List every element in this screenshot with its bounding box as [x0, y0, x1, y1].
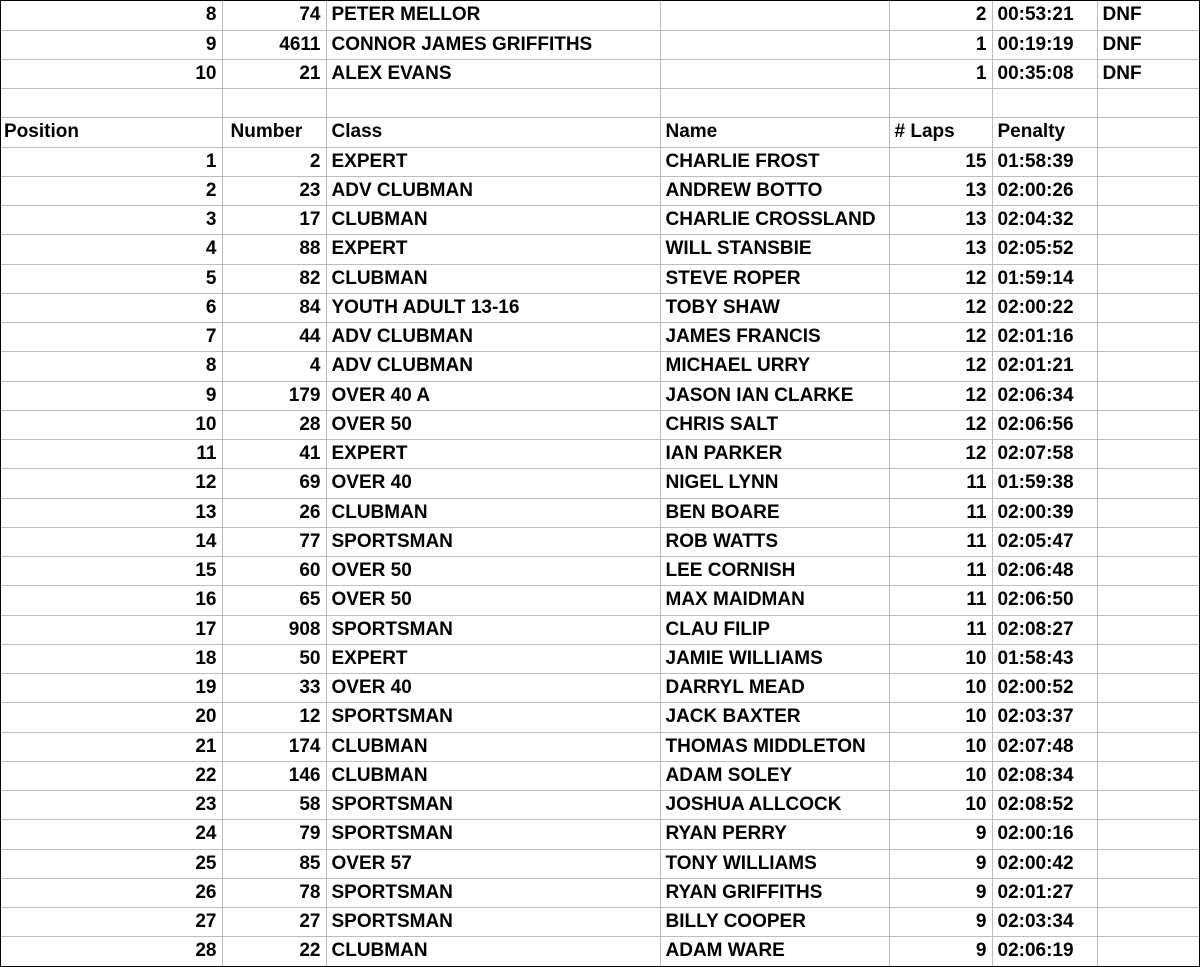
cell-number[interactable]: 26 — [222, 498, 326, 527]
cell-position[interactable]: 15 — [1, 557, 222, 586]
cell-penalty[interactable]: 02:05:47 — [992, 527, 1097, 556]
cell-position[interactable]: 1 — [1, 147, 222, 176]
cell-class[interactable]: EXPERT — [326, 235, 660, 264]
table-row — [1, 440, 1199, 469]
cell-position[interactable]: 4 — [1, 235, 222, 264]
table-row — [1, 644, 1199, 673]
cell-laps[interactable]: 13 — [889, 206, 992, 235]
cell-name[interactable]: CHARLIE CROSSLAND — [660, 206, 889, 235]
cell-penalty[interactable]: 02:00:52 — [992, 674, 1097, 703]
cell-name[interactable]: ANDREW BOTTO — [660, 176, 889, 205]
empty-cell[interactable] — [1097, 937, 1199, 966]
cell-name[interactable]: MICHAEL URRY — [660, 352, 889, 381]
cell-name[interactable] — [660, 59, 889, 88]
cell-laps[interactable]: 11 — [889, 527, 992, 556]
cell-class[interactable]: CLUBMAN — [326, 498, 660, 527]
cell-number[interactable]: 908 — [222, 615, 326, 644]
empty-cell[interactable] — [1097, 440, 1199, 469]
cell-penalty[interactable]: 02:01:21 — [992, 352, 1097, 381]
cell-name[interactable]: THOMAS MIDDLETON — [660, 732, 889, 761]
table-row — [1, 908, 1199, 937]
cell-class[interactable]: SPORTSMAN — [326, 908, 660, 937]
cell-name[interactable]: CLAU FILIP — [660, 615, 889, 644]
cell-name[interactable]: TONY WILLIAMS — [660, 849, 889, 878]
cell-position[interactable]: 28 — [1, 937, 222, 966]
cell-extra[interactable]: DNF — [1097, 30, 1199, 59]
table-row — [1, 820, 1199, 849]
table-row — [1, 557, 1199, 586]
empty-cell[interactable] — [1097, 703, 1199, 732]
cell-class[interactable]: SPORTSMAN — [326, 703, 660, 732]
cell-name[interactable] — [660, 1, 889, 30]
cell-laps[interactable]: 10 — [889, 703, 992, 732]
cell-extra[interactable]: DNF — [1097, 1, 1199, 30]
cell-name[interactable]: NIGEL LYNN — [660, 469, 889, 498]
table-row — [1, 381, 1199, 410]
cell-class[interactable]: ALEX EVANS — [326, 59, 660, 88]
cell-class[interactable]: YOUTH ADULT 13-16 — [326, 293, 660, 322]
header-class[interactable]: Class — [326, 118, 660, 147]
cell-laps[interactable]: 11 — [889, 586, 992, 615]
cell-number[interactable]: 65 — [222, 586, 326, 615]
cell-class[interactable]: ADV CLUBMAN — [326, 323, 660, 352]
cell-number[interactable]: 4 — [222, 352, 326, 381]
cell-class[interactable]: CLUBMAN — [326, 761, 660, 790]
table-row — [1, 293, 1199, 322]
cell-penalty[interactable]: 00:53:21 — [992, 1, 1097, 30]
cell-name[interactable]: BEN BOARE — [660, 498, 889, 527]
cell-number[interactable]: 77 — [222, 527, 326, 556]
cell-penalty[interactable]: 00:19:19 — [992, 30, 1097, 59]
cell-name[interactable]: WILL STANSBIE — [660, 235, 889, 264]
header-name[interactable]: Name — [660, 118, 889, 147]
cell-name[interactable]: JAMES FRANCIS — [660, 323, 889, 352]
cell-name[interactable]: CHRIS SALT — [660, 410, 889, 439]
table-row — [1, 235, 1199, 264]
cell-penalty[interactable]: 02:03:37 — [992, 703, 1097, 732]
cell-penalty[interactable]: 01:58:43 — [992, 644, 1097, 673]
cell-penalty[interactable]: 00:35:08 — [992, 59, 1097, 88]
cell-penalty[interactable]: 01:59:38 — [992, 469, 1097, 498]
empty-cell[interactable] — [1097, 586, 1199, 615]
empty-cell[interactable] — [1097, 381, 1199, 410]
cell-number[interactable]: 58 — [222, 791, 326, 820]
cell-position[interactable]: 19 — [1, 674, 222, 703]
cell-position[interactable]: 25 — [1, 849, 222, 878]
cell-penalty[interactable]: 02:00:39 — [992, 498, 1097, 527]
cell-class[interactable]: EXPERT — [326, 440, 660, 469]
cell-class[interactable]: OVER 40 A — [326, 381, 660, 410]
cell-number[interactable]: 179 — [222, 381, 326, 410]
cell-position[interactable]: 14 — [1, 527, 222, 556]
cell-position[interactable]: 10 — [1, 59, 222, 88]
cell-number[interactable]: 17 — [222, 206, 326, 235]
table-row — [1, 498, 1199, 527]
cell-laps[interactable]: 13 — [889, 176, 992, 205]
cell-laps[interactable]: 9 — [889, 820, 992, 849]
cell-number[interactable]: 33 — [222, 674, 326, 703]
cell-position[interactable]: 27 — [1, 908, 222, 937]
table-row — [1, 761, 1199, 790]
cell-penalty[interactable]: 02:06:34 — [992, 381, 1097, 410]
cell-name[interactable]: IAN PARKER — [660, 440, 889, 469]
cell-name[interactable]: TOBY SHAW — [660, 293, 889, 322]
cell-laps[interactable]: 10 — [889, 644, 992, 673]
empty-cell[interactable] — [1097, 527, 1199, 556]
cell-number[interactable]: 12 — [222, 703, 326, 732]
cell-penalty[interactable]: 02:06:48 — [992, 557, 1097, 586]
cell-position[interactable]: 9 — [1, 381, 222, 410]
cell-class[interactable]: SPORTSMAN — [326, 615, 660, 644]
cell-number[interactable]: 23 — [222, 176, 326, 205]
cell-name[interactable]: BILLY COOPER — [660, 908, 889, 937]
table-row — [1, 147, 1199, 176]
table-row — [1, 206, 1199, 235]
cell-number[interactable]: 60 — [222, 557, 326, 586]
cell-laps[interactable]: 11 — [889, 469, 992, 498]
empty-cell[interactable] — [1097, 820, 1199, 849]
cell-name[interactable]: ADAM SOLEY — [660, 761, 889, 790]
cell-penalty[interactable]: 02:07:48 — [992, 732, 1097, 761]
cell-name[interactable]: ADAM WARE — [660, 937, 889, 966]
cell-position[interactable]: 23 — [1, 791, 222, 820]
cell-position[interactable]: 6 — [1, 293, 222, 322]
cell-penalty[interactable]: 02:01:16 — [992, 323, 1097, 352]
cell-penalty[interactable]: 02:04:32 — [992, 206, 1097, 235]
header-position[interactable]: Position — [1, 118, 222, 147]
cell-extra[interactable]: DNF — [1097, 59, 1199, 88]
cell-class[interactable]: CONNOR JAMES GRIFFITHS — [326, 30, 660, 59]
empty-cell[interactable] — [1097, 235, 1199, 264]
cell-class[interactable]: OVER 50 — [326, 586, 660, 615]
cell-class[interactable]: SPORTSMAN — [326, 527, 660, 556]
table-row — [1, 703, 1199, 732]
cell-penalty[interactable]: 02:00:16 — [992, 820, 1097, 849]
table-row — [1, 937, 1199, 966]
cell-name[interactable]: STEVE ROPER — [660, 264, 889, 293]
cell-class[interactable]: SPORTSMAN — [326, 878, 660, 907]
cell-laps[interactable]: 12 — [889, 410, 992, 439]
table-row — [1, 352, 1199, 381]
cell-number[interactable]: 2 — [222, 147, 326, 176]
table-row — [1, 878, 1199, 907]
cell-class[interactable]: SPORTSMAN — [326, 791, 660, 820]
cell-class[interactable]: ADV CLUBMAN — [326, 352, 660, 381]
header-row — [1, 118, 1199, 147]
cell-penalty[interactable]: 02:00:26 — [992, 176, 1097, 205]
cell-number[interactable]: 78 — [222, 878, 326, 907]
table-row — [1, 264, 1199, 293]
cell-position[interactable]: 11 — [1, 440, 222, 469]
cell-penalty[interactable]: 02:06:56 — [992, 410, 1097, 439]
cell-name[interactable]: JOSHUA ALLCOCK — [660, 791, 889, 820]
cell-position[interactable]: 5 — [1, 264, 222, 293]
cell-number[interactable]: 84 — [222, 293, 326, 322]
table-row — [1, 615, 1199, 644]
cell-number[interactable]: 28 — [222, 410, 326, 439]
empty-cell[interactable] — [660, 89, 889, 118]
empty-cell[interactable] — [1097, 674, 1199, 703]
cell-laps[interactable]: 10 — [889, 761, 992, 790]
cell-position[interactable]: 17 — [1, 615, 222, 644]
cell-number[interactable]: 74 — [222, 1, 326, 30]
cell-laps[interactable]: 11 — [889, 557, 992, 586]
empty-cell[interactable] — [1097, 264, 1199, 293]
cell-name[interactable]: DARRYL MEAD — [660, 674, 889, 703]
cell-laps[interactable]: 10 — [889, 674, 992, 703]
cell-penalty[interactable]: 02:08:52 — [992, 791, 1097, 820]
empty-cell[interactable] — [1097, 118, 1199, 147]
cell-name[interactable]: JACK BAXTER — [660, 703, 889, 732]
cell-penalty[interactable]: 02:05:52 — [992, 235, 1097, 264]
cell-laps[interactable]: 12 — [889, 381, 992, 410]
cell-class[interactable]: OVER 40 — [326, 469, 660, 498]
cell-name[interactable]: JAMIE WILLIAMS — [660, 644, 889, 673]
cell-position[interactable]: 8 — [1, 1, 222, 30]
cell-laps[interactable]: 13 — [889, 235, 992, 264]
empty-cell[interactable] — [1097, 498, 1199, 527]
cell-laps[interactable]: 12 — [889, 440, 992, 469]
cell-number[interactable]: 41 — [222, 440, 326, 469]
cell-laps[interactable]: 1 — [889, 30, 992, 59]
empty-cell[interactable] — [1097, 644, 1199, 673]
empty-cell[interactable] — [1097, 147, 1199, 176]
empty-cell[interactable] — [1097, 908, 1199, 937]
cell-penalty[interactable]: 01:59:14 — [992, 264, 1097, 293]
cell-class[interactable]: OVER 40 — [326, 674, 660, 703]
cell-name[interactable]: JASON IAN CLARKE — [660, 381, 889, 410]
empty-cell[interactable] — [1097, 557, 1199, 586]
cell-penalty[interactable]: 02:03:34 — [992, 908, 1097, 937]
results-table-body — [1, 1, 1199, 966]
header-laps[interactable]: # Laps — [889, 118, 992, 147]
cell-name[interactable] — [660, 30, 889, 59]
cell-laps[interactable]: 12 — [889, 323, 992, 352]
table-row — [1, 674, 1199, 703]
cell-laps[interactable]: 9 — [889, 908, 992, 937]
empty-cell[interactable] — [1097, 849, 1199, 878]
table-row — [1, 1, 1199, 30]
cell-name[interactable]: LEE CORNISH — [660, 557, 889, 586]
cell-number[interactable]: 22 — [222, 937, 326, 966]
table-row — [1, 323, 1199, 352]
cell-laps[interactable]: 11 — [889, 498, 992, 527]
cell-position[interactable]: 13 — [1, 498, 222, 527]
cell-position[interactable]: 10 — [1, 410, 222, 439]
table-row — [1, 59, 1199, 88]
cell-name[interactable]: RYAN GRIFFITHS — [660, 878, 889, 907]
cell-name[interactable]: ROB WATTS — [660, 527, 889, 556]
cell-number[interactable]: 174 — [222, 732, 326, 761]
cell-laps[interactable]: 11 — [889, 615, 992, 644]
empty-cell[interactable] — [1097, 615, 1199, 644]
cell-position[interactable]: 2 — [1, 176, 222, 205]
cell-class[interactable]: ADV CLUBMAN — [326, 176, 660, 205]
results-table — [1, 1, 1199, 967]
empty-cell[interactable] — [1097, 206, 1199, 235]
cell-class[interactable]: OVER 57 — [326, 849, 660, 878]
empty-cell[interactable] — [1097, 352, 1199, 381]
cell-position[interactable]: 9 — [1, 30, 222, 59]
table-row — [1, 849, 1199, 878]
cell-position[interactable]: 12 — [1, 469, 222, 498]
cell-name[interactable]: RYAN PERRY — [660, 820, 889, 849]
table-row — [1, 527, 1199, 556]
empty-cell[interactable] — [1097, 761, 1199, 790]
cell-position[interactable]: 18 — [1, 644, 222, 673]
cell-class[interactable]: CLUBMAN — [326, 264, 660, 293]
cell-laps[interactable]: 10 — [889, 791, 992, 820]
cell-position[interactable]: 21 — [1, 732, 222, 761]
empty-cell[interactable] — [1, 89, 222, 118]
empty-cell[interactable] — [1097, 323, 1199, 352]
cell-penalty[interactable]: 02:06:50 — [992, 586, 1097, 615]
cell-class[interactable]: EXPERT — [326, 644, 660, 673]
cell-position[interactable]: 22 — [1, 761, 222, 790]
table-row — [1, 410, 1199, 439]
empty-cell[interactable] — [1097, 732, 1199, 761]
cell-class[interactable]: OVER 50 — [326, 557, 660, 586]
cell-laps[interactable]: 9 — [889, 878, 992, 907]
cell-class[interactable]: OVER 50 — [326, 410, 660, 439]
cell-laps[interactable]: 12 — [889, 264, 992, 293]
cell-number[interactable]: 21 — [222, 59, 326, 88]
table-row — [1, 30, 1199, 59]
cell-laps[interactable]: 15 — [889, 147, 992, 176]
header-number[interactable]: Number — [222, 118, 326, 147]
empty-cell[interactable] — [1097, 469, 1199, 498]
cell-class[interactable]: CLUBMAN — [326, 937, 660, 966]
header-penalty[interactable]: Penalty — [992, 118, 1097, 147]
cell-penalty[interactable]: 02:00:42 — [992, 849, 1097, 878]
cell-penalty[interactable]: 02:01:27 — [992, 878, 1097, 907]
cell-number[interactable]: 44 — [222, 323, 326, 352]
cell-number[interactable]: 82 — [222, 264, 326, 293]
cell-name[interactable]: MAX MAIDMAN — [660, 586, 889, 615]
cell-number[interactable]: 79 — [222, 820, 326, 849]
table-row — [1, 176, 1199, 205]
cell-laps[interactable]: 9 — [889, 937, 992, 966]
empty-cell[interactable] — [1097, 410, 1199, 439]
empty-cell[interactable] — [326, 89, 660, 118]
cell-number[interactable]: 27 — [222, 908, 326, 937]
cell-number[interactable]: 4611 — [222, 30, 326, 59]
empty-cell[interactable] — [992, 89, 1097, 118]
empty-cell[interactable] — [1097, 878, 1199, 907]
cell-laps[interactable]: 12 — [889, 293, 992, 322]
cell-penalty[interactable]: 02:08:27 — [992, 615, 1097, 644]
cell-penalty[interactable]: 02:08:34 — [992, 761, 1097, 790]
table-row — [1, 469, 1199, 498]
empty-row — [1, 89, 1199, 118]
cell-class[interactable]: PETER MELLOR — [326, 1, 660, 30]
cell-position[interactable]: 8 — [1, 352, 222, 381]
cell-number[interactable]: 69 — [222, 469, 326, 498]
cell-position[interactable]: 16 — [1, 586, 222, 615]
cell-position[interactable]: 7 — [1, 323, 222, 352]
cell-laps[interactable]: 2 — [889, 1, 992, 30]
cell-laps[interactable]: 1 — [889, 59, 992, 88]
empty-cell[interactable] — [1097, 89, 1199, 118]
cell-class[interactable]: SPORTSMAN — [326, 820, 660, 849]
cell-position[interactable]: 3 — [1, 206, 222, 235]
empty-cell[interactable] — [1097, 791, 1199, 820]
empty-cell[interactable] — [889, 89, 992, 118]
cell-laps[interactable]: 9 — [889, 849, 992, 878]
empty-cell[interactable] — [222, 89, 326, 118]
cell-number[interactable]: 88 — [222, 235, 326, 264]
cell-number[interactable]: 146 — [222, 761, 326, 790]
table-row — [1, 732, 1199, 761]
cell-name[interactable]: CHARLIE FROST — [660, 147, 889, 176]
cell-laps[interactable]: 12 — [889, 352, 992, 381]
cell-class[interactable]: CLUBMAN — [326, 206, 660, 235]
cell-class[interactable]: CLUBMAN — [326, 732, 660, 761]
cell-penalty[interactable]: 02:07:58 — [992, 440, 1097, 469]
cell-penalty[interactable]: 02:00:22 — [992, 293, 1097, 322]
table-row — [1, 586, 1199, 615]
cell-position[interactable]: 26 — [1, 878, 222, 907]
cell-number[interactable]: 50 — [222, 644, 326, 673]
cell-penalty[interactable]: 01:58:39 — [992, 147, 1097, 176]
table-row — [1, 791, 1199, 820]
empty-cell[interactable] — [1097, 293, 1199, 322]
cell-laps[interactable]: 10 — [889, 732, 992, 761]
cell-penalty[interactable]: 02:06:19 — [992, 937, 1097, 966]
cell-position[interactable]: 20 — [1, 703, 222, 732]
cell-position[interactable]: 24 — [1, 820, 222, 849]
cell-number[interactable]: 85 — [222, 849, 326, 878]
cell-class[interactable]: EXPERT — [326, 147, 660, 176]
empty-cell[interactable] — [1097, 176, 1199, 205]
